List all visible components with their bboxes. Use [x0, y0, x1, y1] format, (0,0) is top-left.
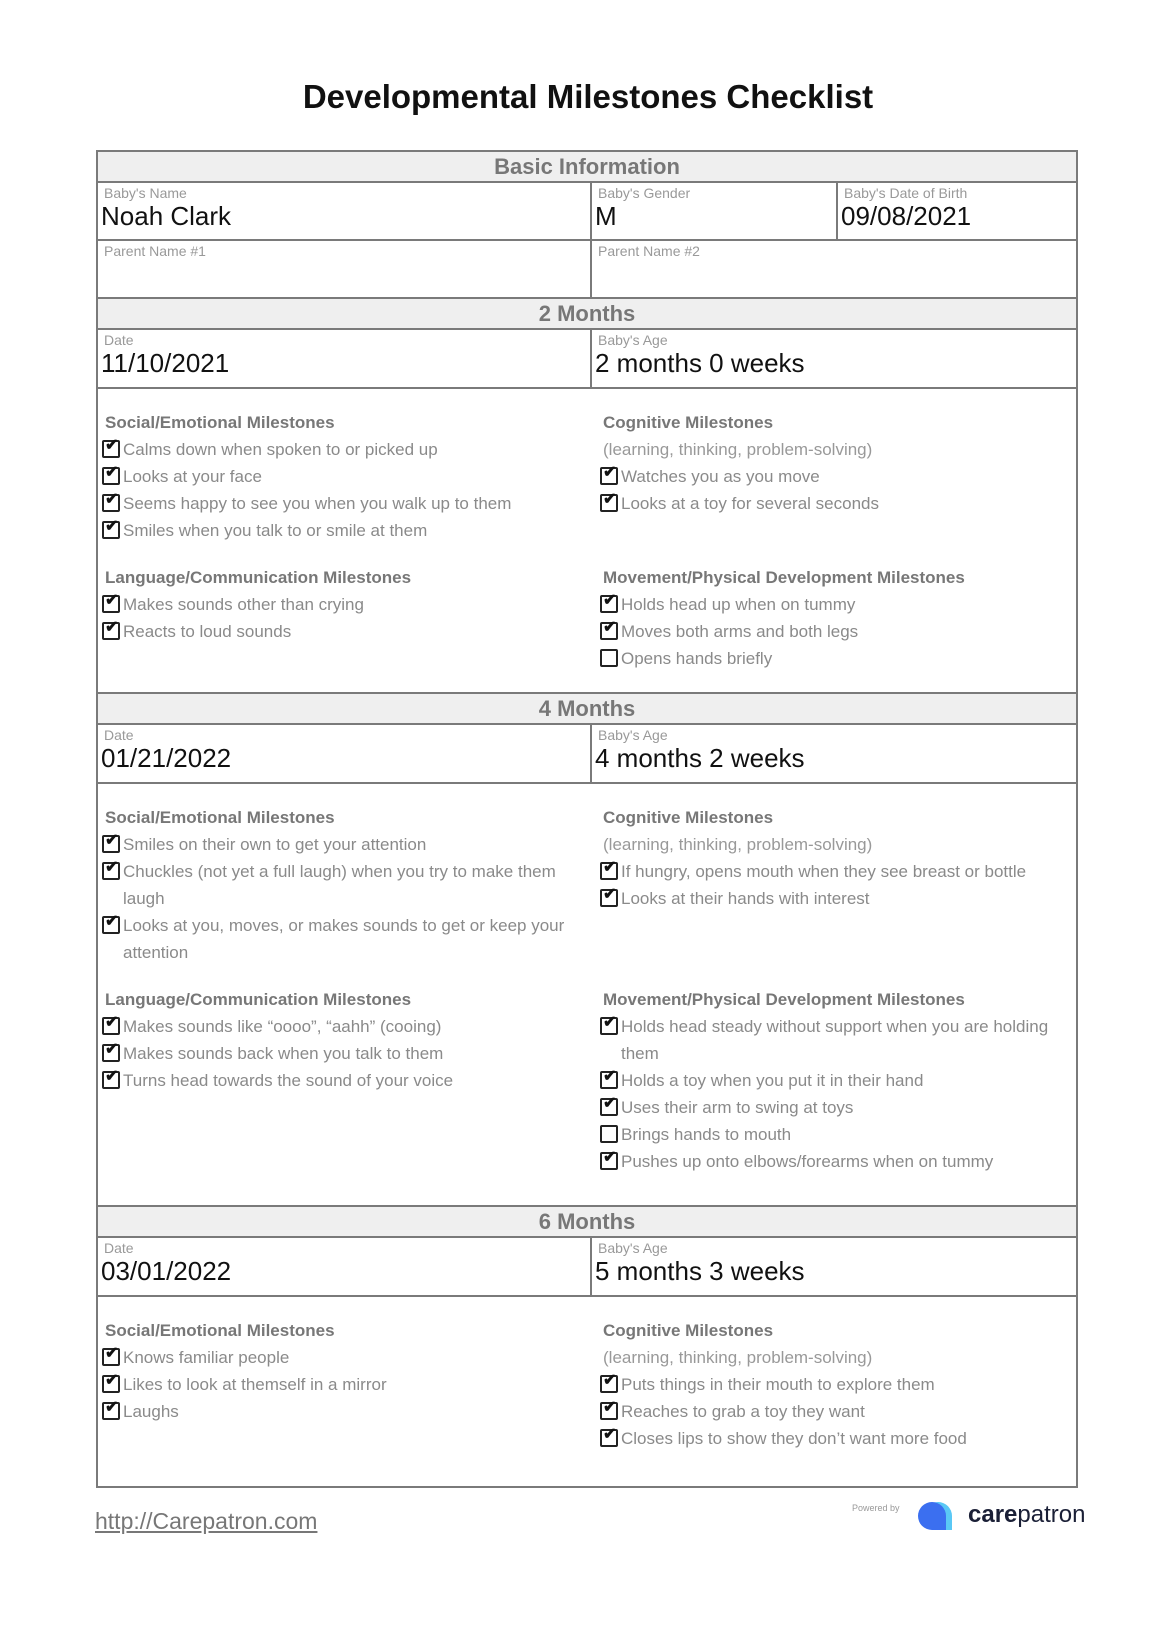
- baby-dob-field[interactable]: [836, 183, 1076, 239]
- milestone-item[interactable]: [600, 645, 1076, 672]
- checkmark-icon: ✔: [105, 491, 119, 508]
- milestone-item[interactable]: [102, 1013, 592, 1040]
- section-header: 6 Months: [98, 1207, 1076, 1238]
- checkmark-icon: ✔: [603, 1372, 617, 1389]
- checkbox[interactable]: [102, 1399, 120, 1420]
- checkbox[interactable]: [102, 1372, 120, 1393]
- milestone-group-social: [102, 409, 592, 544]
- group-title: Movement/Physical Development Milestones: [603, 990, 965, 1009]
- milestone-item[interactable]: [600, 463, 1076, 490]
- group-title: Cognitive Milestones: [603, 808, 774, 827]
- baby-name-field[interactable]: [98, 183, 590, 239]
- left-column: [98, 784, 592, 1205]
- milestone-item[interactable]: [600, 1013, 1076, 1067]
- checkbox[interactable]: [102, 1014, 120, 1035]
- checkmark-icon: ✔: [105, 437, 119, 454]
- milestone-label: Looks at your face: [123, 467, 262, 486]
- field-value: 5 months 3 weeks: [595, 1256, 805, 1286]
- baby-age-field[interactable]: [590, 725, 1076, 782]
- date-field[interactable]: [98, 330, 590, 387]
- field-value: 4 months 2 weeks: [595, 743, 805, 773]
- milestone-item[interactable]: [600, 858, 1076, 885]
- checkmark-icon: ✔: [603, 886, 617, 903]
- checkbox[interactable]: [102, 619, 120, 640]
- checkbox[interactable]: [600, 491, 618, 512]
- milestone-label: Puts things in their mouth to explore them: [621, 1375, 935, 1394]
- section-2: [98, 694, 1076, 1207]
- checklist-form: [96, 150, 1078, 1488]
- checkbox[interactable]: [102, 913, 120, 934]
- milestone-label: Seems happy to see you when you walk up to them: [123, 494, 512, 513]
- left-column: [98, 389, 592, 692]
- field-value: M: [595, 201, 617, 231]
- field-label: Parent Name #2: [598, 243, 700, 259]
- milestone-label: Holds head up when on tummy: [621, 595, 856, 614]
- milestone-group-movement: [600, 564, 1076, 672]
- checkbox[interactable]: [102, 1345, 120, 1366]
- milestone-item[interactable]: [102, 1040, 592, 1067]
- checkmark-icon: ✔: [603, 619, 617, 636]
- brand-bold: care: [968, 1501, 1018, 1528]
- checkbox[interactable]: [102, 859, 120, 880]
- checkbox[interactable]: [600, 619, 618, 640]
- checkmark-icon: ✔: [105, 1014, 119, 1031]
- checkmark-icon: ✔: [603, 1426, 617, 1443]
- checkmark-icon: ✔: [105, 518, 119, 535]
- group-subtitle: (learning, thinking, problem-solving): [603, 1348, 873, 1367]
- checkmark-icon: ✔: [105, 1372, 119, 1389]
- milestone-group-movement: [600, 986, 1076, 1175]
- milestone-item[interactable]: [600, 618, 1076, 645]
- checkmark-icon: ✔: [105, 913, 119, 930]
- group-title: Language/Communication Milestones: [105, 990, 412, 1009]
- right-column: [592, 389, 1076, 692]
- milestones-body: [98, 389, 1076, 694]
- milestone-item[interactable]: [600, 490, 1076, 517]
- checkmark-icon: ✔: [105, 464, 119, 481]
- milestone-item[interactable]: [102, 591, 592, 618]
- section-3: [98, 1207, 1076, 1486]
- group-title: Cognitive Milestones: [603, 413, 774, 432]
- checkbox[interactable]: [102, 1041, 120, 1062]
- checkbox[interactable]: [600, 886, 618, 907]
- milestone-label: Knows familiar people: [123, 1348, 290, 1367]
- checkbox[interactable]: [600, 1125, 618, 1143]
- checkmark-icon: ✔: [603, 1149, 617, 1166]
- field-label: Date: [104, 332, 134, 348]
- checkbox[interactable]: [600, 592, 618, 613]
- checkbox[interactable]: [600, 1095, 618, 1116]
- checkbox[interactable]: [600, 1399, 618, 1420]
- checkmark-icon: ✔: [603, 592, 617, 609]
- milestone-item[interactable]: [102, 1398, 592, 1425]
- field-label: Baby's Age: [598, 1240, 668, 1256]
- milestone-group-social: [102, 1317, 592, 1425]
- checkmark-icon: ✔: [105, 1068, 119, 1085]
- field-label: Date: [104, 1240, 134, 1256]
- checkbox[interactable]: [102, 491, 120, 512]
- milestone-group-language: [102, 986, 592, 1094]
- milestone-label: Opens hands briefly: [621, 649, 773, 668]
- milestone-item[interactable]: [102, 831, 592, 858]
- checkmark-icon: ✔: [105, 832, 119, 849]
- checkmark-icon: ✔: [603, 464, 617, 481]
- checkmark-icon: ✔: [603, 859, 617, 876]
- milestone-item[interactable]: [102, 858, 592, 912]
- milestone-sections: [98, 299, 1076, 1486]
- field-label: Baby's Age: [598, 332, 668, 348]
- milestone-label: If hungry, opens mouth when they see breast or bottle: [621, 862, 1027, 881]
- field-label: Baby's Gender: [598, 185, 691, 201]
- milestone-label: Uses their arm to swing at toys: [621, 1098, 854, 1117]
- milestones-body: [98, 1297, 1076, 1486]
- field-value: 01/21/2022: [101, 743, 232, 773]
- right-column: [592, 1297, 1076, 1486]
- checkbox[interactable]: [600, 1149, 618, 1170]
- date-age-row: [98, 330, 1076, 389]
- section-1: [98, 299, 1076, 694]
- checkmark-icon: ✔: [603, 1399, 617, 1416]
- field-label: Parent Name #1: [104, 243, 206, 259]
- milestone-label: Moves both arms and both legs: [621, 622, 859, 641]
- milestone-label: Laughs: [123, 1402, 179, 1421]
- checkbox[interactable]: [600, 1372, 618, 1393]
- checkbox[interactable]: [102, 592, 120, 613]
- checkbox[interactable]: [600, 1426, 618, 1447]
- milestone-label: Smiles when you talk to or smile at them: [123, 521, 428, 540]
- checkbox[interactable]: [102, 518, 120, 539]
- date-field[interactable]: [98, 1238, 590, 1295]
- field-value: 11/10/2021: [101, 348, 230, 378]
- milestone-label: Turns head towards the sound of your voice: [123, 1071, 454, 1090]
- checkmark-icon: ✔: [105, 1345, 119, 1362]
- field-value: 03/01/2022: [101, 1256, 232, 1286]
- group-title: Movement/Physical Development Milestones: [603, 568, 965, 587]
- field-label: Baby's Name: [104, 185, 187, 201]
- basic-info-row-1: [98, 183, 1076, 241]
- carepatron-link[interactable]: http://Carepatron.com: [95, 1508, 318, 1534]
- milestone-label: Smiles on their own to get your attention: [123, 835, 427, 854]
- basic-info-row-2: [98, 241, 1076, 299]
- checkmark-icon: ✔: [603, 1014, 617, 1031]
- checkbox[interactable]: [600, 1068, 618, 1089]
- powered-by-label: Powered by: [852, 1503, 900, 1513]
- milestone-label: Brings hands to mouth: [621, 1125, 792, 1144]
- section-header: 4 Months: [98, 694, 1076, 725]
- group-title: Social/Emotional Milestones: [105, 413, 335, 432]
- checkmark-icon: ✔: [603, 1095, 617, 1112]
- milestone-group-social: [102, 804, 592, 966]
- group-title: Social/Emotional Milestones: [105, 808, 335, 827]
- right-column: [592, 784, 1076, 1205]
- milestone-label: Likes to look at themself in a mirror: [123, 1375, 387, 1394]
- group-title: Cognitive Milestones: [603, 1321, 774, 1340]
- group-subtitle: (learning, thinking, problem-solving): [603, 440, 873, 459]
- date-age-row: [98, 725, 1076, 784]
- group-title: Social/Emotional Milestones: [105, 1321, 335, 1340]
- baby-age-field[interactable]: [590, 330, 1076, 387]
- milestone-group-cognitive: [600, 1317, 1076, 1452]
- milestone-item[interactable]: [102, 1067, 592, 1094]
- milestone-label: Looks at their hands with interest: [621, 889, 870, 908]
- milestone-label: Closes lips to show they don’t want more food: [621, 1429, 967, 1448]
- checkmark-icon: ✔: [105, 619, 119, 636]
- milestone-item[interactable]: [102, 490, 592, 517]
- milestone-group-cognitive: [600, 409, 1076, 517]
- left-column: [98, 1297, 592, 1486]
- milestone-item[interactable]: [102, 436, 592, 463]
- date-field[interactable]: [98, 725, 590, 782]
- group-subtitle: (learning, thinking, problem-solving): [603, 835, 873, 854]
- field-label: Date: [104, 727, 134, 743]
- field-label: Baby's Date of Birth: [844, 185, 968, 201]
- parent-name-1-field[interactable]: [98, 241, 590, 297]
- milestone-item[interactable]: [102, 618, 592, 645]
- section-header: 2 Months: [98, 299, 1076, 330]
- milestones-body: [98, 784, 1076, 1207]
- milestone-item[interactable]: [600, 1371, 1076, 1398]
- checkmark-icon: ✔: [105, 859, 119, 876]
- milestone-item[interactable]: [600, 1121, 1076, 1148]
- milestone-label: Makes sounds back when you talk to them: [123, 1044, 444, 1063]
- milestone-item[interactable]: [600, 1067, 1076, 1094]
- field-value: 09/08/2021: [841, 201, 972, 231]
- date-age-row: [98, 1238, 1076, 1297]
- section-header-basic-information: Basic Information: [98, 152, 1076, 183]
- milestone-label: Reaches to grab a toy they want: [621, 1402, 865, 1421]
- checkbox[interactable]: [600, 859, 618, 880]
- milestone-label: Holds a toy when you put it in their hand: [621, 1071, 924, 1090]
- milestone-item[interactable]: [600, 1398, 1076, 1425]
- parent-name-2-field[interactable]: [590, 241, 1076, 297]
- milestone-item[interactable]: [600, 1148, 1076, 1175]
- milestone-item[interactable]: [102, 1371, 592, 1398]
- checkbox[interactable]: [102, 1068, 120, 1089]
- milestone-item[interactable]: [102, 517, 592, 544]
- milestone-group-cognitive: [600, 804, 1076, 912]
- checkmark-icon: ✔: [105, 592, 119, 609]
- checkmark-icon: ✔: [603, 1068, 617, 1085]
- milestone-item[interactable]: [600, 591, 1076, 618]
- checkbox[interactable]: [600, 464, 618, 485]
- page-title: Developmental Milestones Checklist: [302, 78, 874, 115]
- carepatron-logo-icon: [918, 1498, 964, 1530]
- milestone-group-language: [102, 564, 592, 645]
- milestone-item[interactable]: [600, 1094, 1076, 1121]
- milestone-label: Pushes up onto elbows/forearms when on tummy: [621, 1152, 994, 1171]
- milestone-label: Makes sounds other than crying: [123, 595, 364, 614]
- milestone-item[interactable]: [102, 1344, 592, 1371]
- checkmark-icon: ✔: [603, 491, 617, 508]
- milestone-label: Reacts to loud sounds: [123, 622, 292, 641]
- milestone-label: Calms down when spoken to or picked up: [123, 440, 438, 459]
- milestone-label: Holds head steady without support when you are holding them: [621, 1017, 1049, 1063]
- milestone-item[interactable]: [600, 1425, 1076, 1452]
- milestone-label: Looks at you, moves, or makes sounds to get or keep your attention: [123, 916, 565, 962]
- baby-age-field[interactable]: [590, 1238, 1076, 1295]
- checkmark-icon: ✔: [105, 1399, 119, 1416]
- checkbox[interactable]: [102, 437, 120, 458]
- milestone-label: Chuckles (not yet a full laugh) when you try to make them laugh: [123, 862, 556, 908]
- carepatron-brand: [968, 1501, 1085, 1529]
- checkbox[interactable]: [600, 1014, 618, 1035]
- checkbox[interactable]: [102, 832, 120, 853]
- milestone-label: Looks at a toy for several seconds: [621, 494, 879, 513]
- milestone-label: Watches you as you move: [621, 467, 820, 486]
- milestone-item[interactable]: [102, 912, 592, 966]
- milestone-item[interactable]: [600, 885, 1076, 912]
- milestone-item[interactable]: [102, 463, 592, 490]
- group-title: Language/Communication Milestones: [105, 568, 412, 587]
- brand-light: patron: [1017, 1501, 1086, 1528]
- baby-gender-field[interactable]: [590, 183, 836, 239]
- checkbox[interactable]: [600, 649, 618, 667]
- checkmark-icon: ✔: [105, 1041, 119, 1058]
- field-label: Baby's Age: [598, 727, 668, 743]
- field-value: Noah Clark: [101, 201, 232, 231]
- field-value: 2 months 0 weeks: [595, 348, 805, 378]
- checkbox[interactable]: [102, 464, 120, 485]
- milestone-label: Makes sounds like “oooo”, “aahh” (cooing): [123, 1017, 442, 1036]
